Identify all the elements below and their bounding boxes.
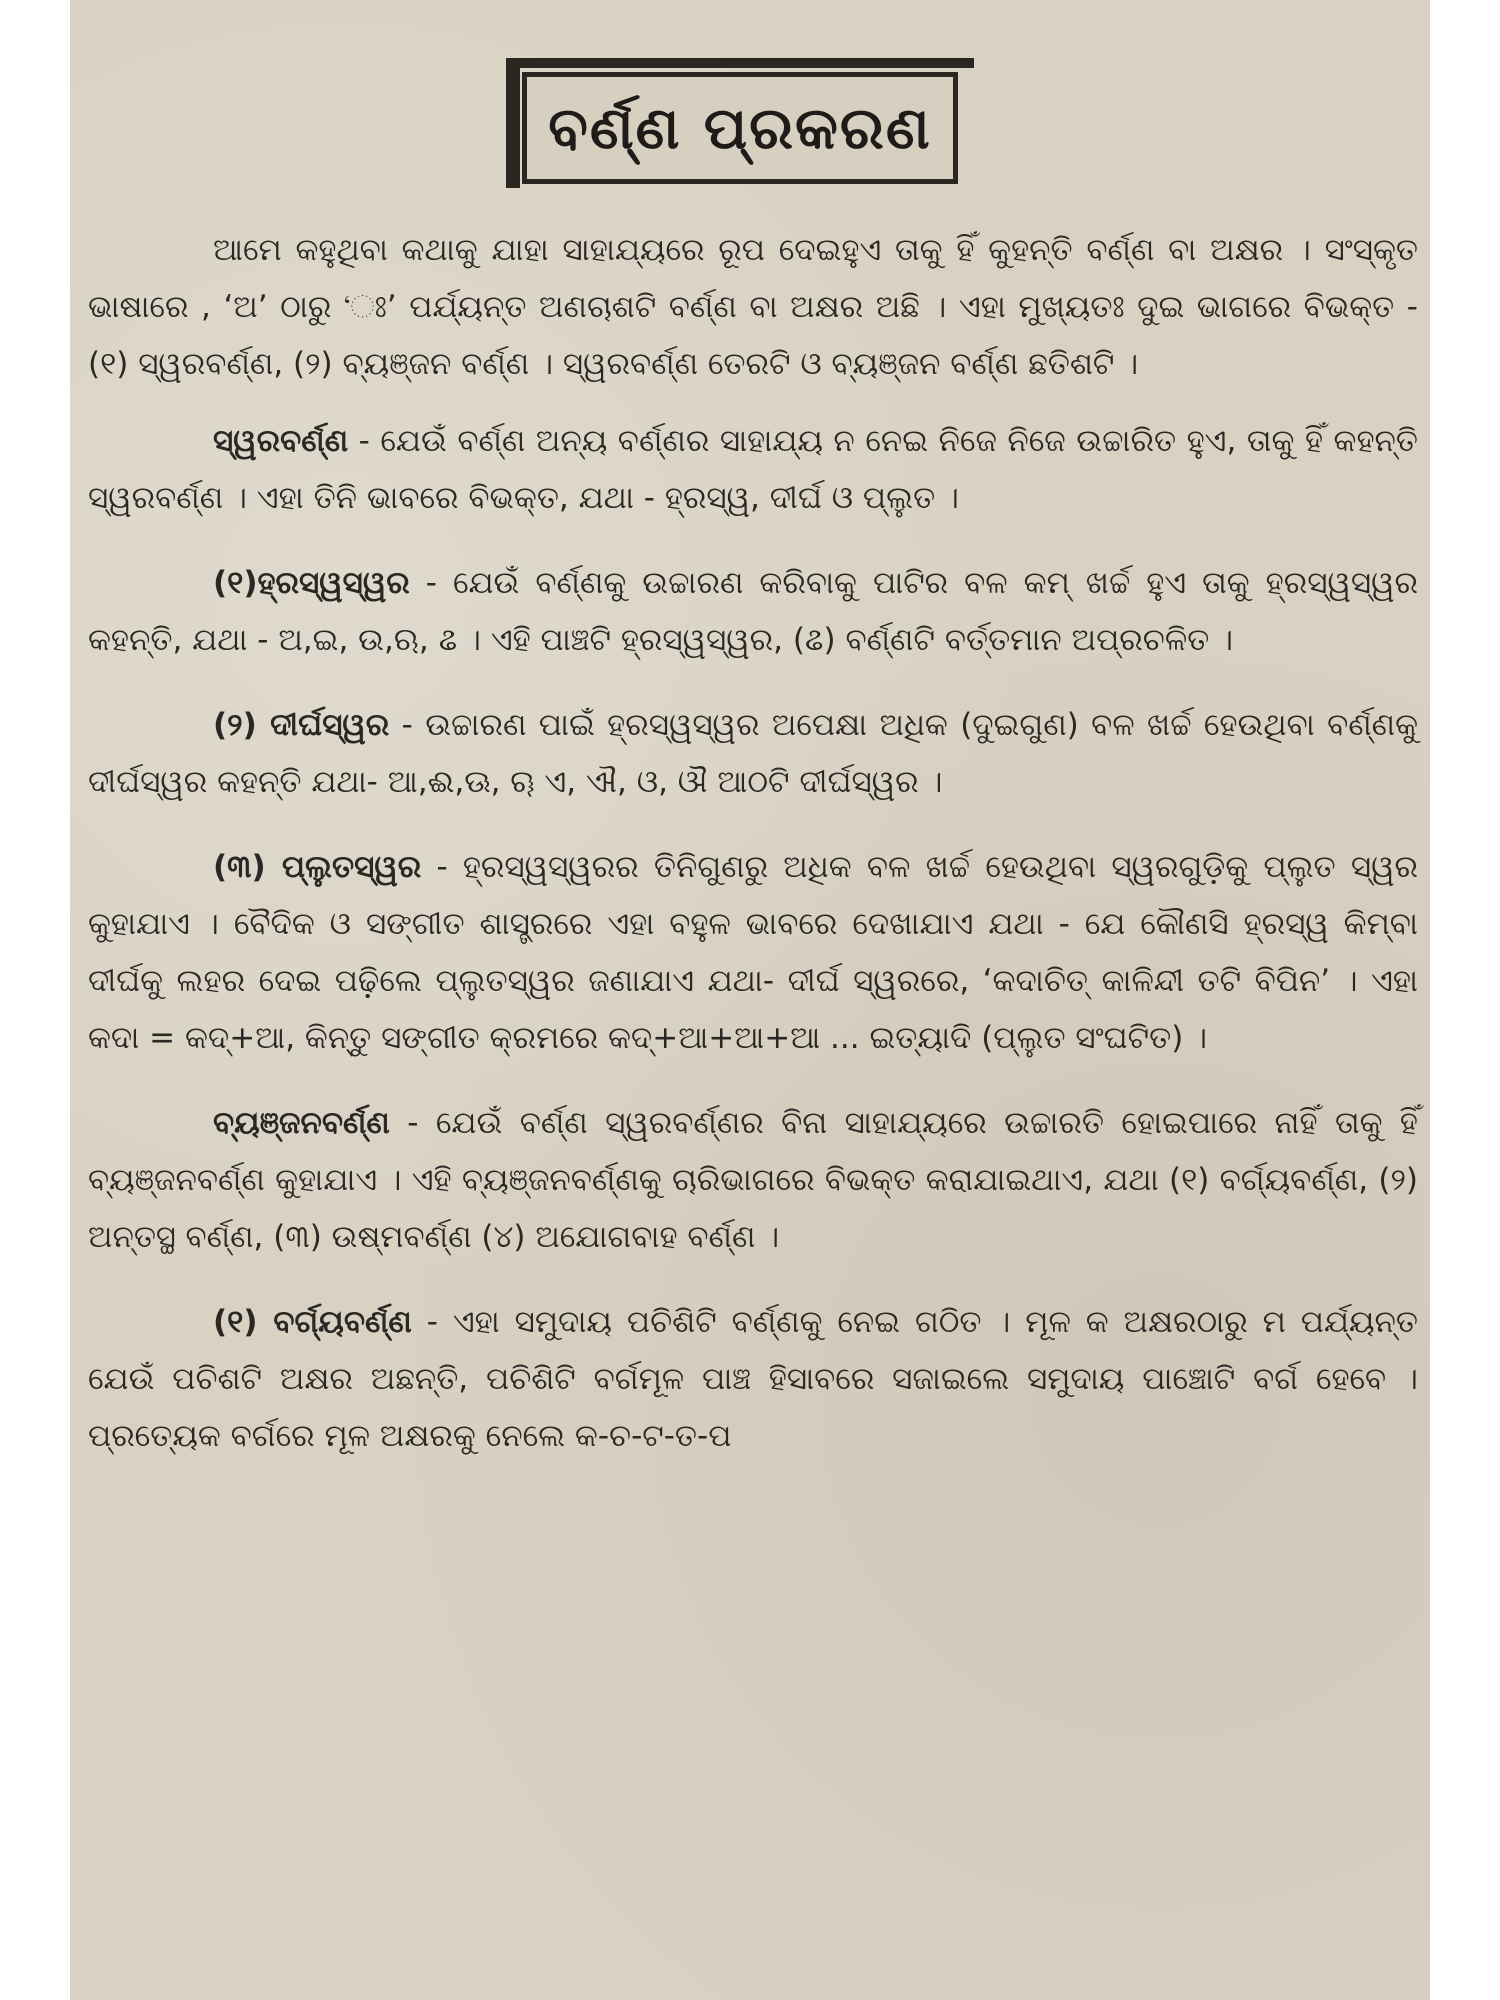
paragraph-vowels <box>88 413 1418 527</box>
paragraph-heading: (୨) ଦୀର୍ଘସ୍ୱର <box>213 707 390 743</box>
paragraph-text: - ଏହା ସମୁଦାୟ ପଚିଶିଟି ବର୍ଣ୍ଣକୁ ନେଇ ଗଠିତ । ମୂଳ କ ଅକ୍ଷରଠାରୁ ମ ପର୍ଯ୍ୟନ୍ତ ଯେଉଁ ପଚିଶଟି ଅକ୍ଷର ଅଛନ୍ତି, ପଚିଶିଟି ବର୍ଗମୂଳ ପାଞ୍ଚ ହିସାବରେ ସଜାଇଲେ ସମୁଦାୟ ପାଞ୍ଚୋଟି ବର୍ଗ ହେବେ । ପ୍ରତ୍ୟେକ ବର୍ଗରେ ମୂଳ ଅକ୍ଷରକୁ ନେଲେ କ-ଚ-ଟ-ତ-ପ <box>88 1304 1418 1454</box>
page-title: ବର୍ଣ୍ଣ ପ୍ରକରଣ <box>548 93 932 162</box>
paragraph-text: - ଯେଉଁ ବର୍ଣ୍ଣ ଅନ୍ୟ ବର୍ଣ୍ଣର ସାହାଯ୍ୟ ନ ନେଇ ନିଜେ ନିଜେ ଉଚ୍ଚାରିତ ହୁଏ, ତାକୁ ହିଁ କହନ୍ତି ସ୍ୱରବର୍ଣ୍ଣ । ଏହା ତିନି ଭାବରେ ବିଭକ୍ତ, ଯଥା - ହ୍ରସ୍ୱ, ଦୀର୍ଘ ଓ ପ୍ଲୁତ । <box>88 423 1418 516</box>
paragraph-heading: ବ୍ୟଞ୍ଜନବର୍ଣ୍ଣ <box>213 1105 390 1141</box>
paragraph-pluta-vowels <box>88 839 1418 1067</box>
paragraph-heading: (୧)ହ୍ରସ୍ୱସ୍ୱର <box>213 565 410 601</box>
paragraph-text: ଆମେ କହୁଥିବା କଥାକୁ ଯାହା ସାହାଯ୍ୟରେ ରୂପ ଦେଇହୁଏ ତାକୁ ହିଁ କୁହନ୍ତି ବର୍ଣ୍ଣ ବା ଅକ୍ଷର । ସଂସ୍କୃତ ଭାଷାରେ , ‘ଅ’ ଠାରୁ ‘ଃ’ ପର୍ଯ୍ୟନ୍ତ ଅଣଚାଶଟି ବର୍ଣ୍ଣ ବା ଅକ୍ଷର ଅଛି । ଏହା ମୁଖ୍ୟତଃ ଦୁଇ ଭାଗରେ ବିଭକ୍ତ - (୧) ସ୍ୱରବର୍ଣ୍ଣ, (୨) ବ୍ୟଞ୍ଜନ ବର୍ଣ୍ଣ । ସ୍ୱରବର୍ଣ୍ଣ ତେରଟି ଓ ବ୍ୟଞ୍ଜନ ବର୍ଣ୍ଣ ଛତିଶଟି । <box>88 232 1418 382</box>
paragraph-text: - ଉଚ୍ଚାରଣ ପାଇଁ ହ୍ରସ୍ୱସ୍ୱର ଅପେକ୍ଷା ଅଧିକ (ଦୁଇଗୁଣ) ବଳ ଖର୍ଚ୍ଚ ହେଉଥିବା ବର୍ଣ୍ଣକୁ ଦୀର୍ଘସ୍ୱର କହନ୍ତି ଯଥା- ଆ,ଈ,ଊ, ୠ ଏ, ଐ, ଓ, ଔ ଆଠଟି ଦୀର୍ଘସ୍ୱର । <box>88 707 1418 800</box>
paragraph-heading: (୩) ପ୍ଲୁତସ୍ୱର <box>213 849 422 885</box>
paragraph-consonants <box>88 1095 1418 1266</box>
paragraph-text: - ଯେଉଁ ବର୍ଣ୍ଣକୁ ଉଚ୍ଚାରଣ କରିବାକୁ ପାଟିର ବଳ କମ୍ ଖର୍ଚ୍ଚ ହୁଏ ତାକୁ ହ୍ରସ୍ୱସ୍ୱର କହନ୍ତି, ଯଥା - ଅ,ଇ, ଉ,ଋ, ଌ । ଏହି ପାଞ୍ଚଟି ହ୍ରସ୍ୱସ୍ୱର, (ଌ) ବର୍ଣ୍ଣଟି ବର୍ତ୍ତମାନ ଅପ୍ରଚଳିତ । <box>88 565 1418 658</box>
book-page <box>70 0 1430 2000</box>
paragraph-intro <box>88 222 1418 393</box>
title-frame <box>522 72 958 184</box>
paragraph-long-vowels <box>88 697 1418 811</box>
paragraph-heading: ସ୍ୱରବର୍ଣ୍ଣ <box>213 423 349 459</box>
paragraph-text: - ଯେଉଁ ବର୍ଣ୍ଣ ସ୍ୱରବର୍ଣ୍ଣର ବିନା ସାହାଯ୍ୟରେ ଉଚ୍ଚାରତି ହୋଇପାରେ ନାହିଁ ତାକୁ ହିଁ ବ୍ୟଞ୍ଜନବର୍ଣ୍ଣ କୁହାଯାଏ । ଏହି ବ୍ୟଞ୍ଜନବର୍ଣ୍ଣକୁ ଚାରିଭାଗରେ ବିଭକ୍ତ କରାଯାଇଥାଏ, ଯଥା (୧) ବର୍ଗ୍ୟବର୍ଣ୍ଣ, (୨) ଅନ୍ତସ୍ଥ ବର୍ଣ୍ଣ, (୩) ଉଷ୍ମବର୍ଣ୍ଣ (୪) ଅଯୋଗବାହ ବର୍ଣ୍ଣ । <box>88 1105 1418 1255</box>
paragraph-text: - ହ୍ରସ୍ୱସ୍ୱରର ତିନିଗୁଣରୁ ଅଧିକ ବଳ ଖର୍ଚ୍ଚ ହେଉଥିବା ସ୍ୱରଗୁଡ଼ିକୁ ପ୍ଲୁତ ସ୍ୱର କୁହାଯାଏ । ବୈଦିକ ଓ ସଙ୍ଗୀତ ଶାସ୍ତ୍ରରେ ଏହା ବହୁଳ ଭାବରେ ଦେଖାଯାଏ ଯଥା - ଯେ କୌଣସି ହ୍ରସ୍ୱ କିମ୍ବା ଦୀର୍ଘକୁ ଲହର ଦେଇ ପଢ଼ିଲେ ପ୍ଲୁତସ୍ୱର ଜଣାଯାଏ ଯଥା- ଦୀର୍ଘ ସ୍ୱରରେ, ‘କଦାଚିତ୍ କାଳିନ୍ଦୀ ତଟି ବିପିନ’ । ଏହା କଦା = କଦ୍+ଆ, କିନ୍ତୁ ସଙ୍ଗୀତ କ୍ରମରେ କଦ୍+ଆ+ଆ+ଆ ... ଇତ୍ୟାଦି (ପ୍ଲୁତ ସଂଘଟିତ) । <box>88 849 1418 1056</box>
paragraph-short-vowels <box>88 555 1418 669</box>
paragraph-varga-consonants <box>88 1294 1418 1465</box>
paragraph-heading: (୧) ବର୍ଗ୍ୟବର୍ଣ୍ଣ <box>213 1304 412 1340</box>
body-text <box>88 222 1418 1493</box>
